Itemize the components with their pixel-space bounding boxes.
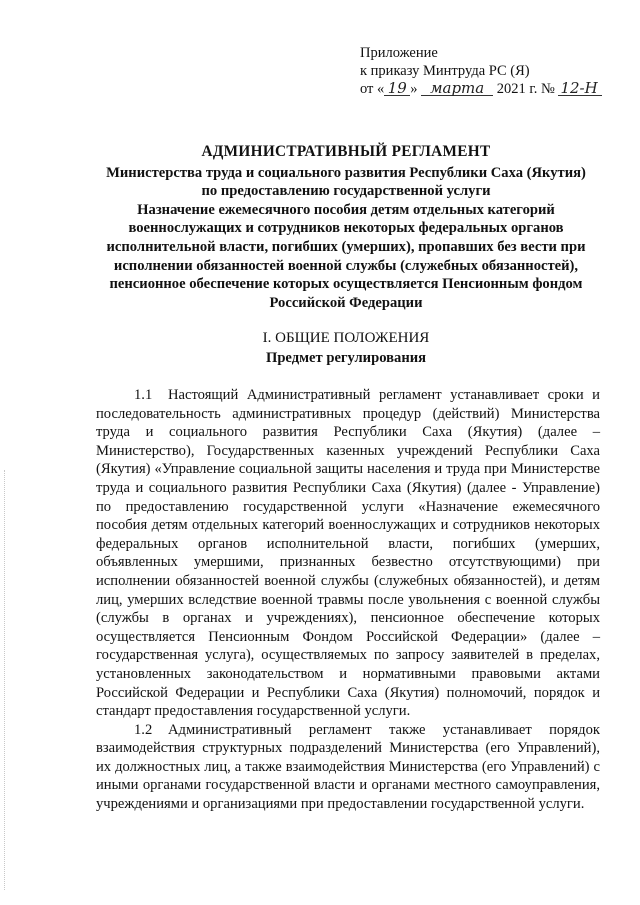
order-date-line: [360, 80, 620, 98]
date-prefix: от «: [360, 81, 385, 97]
title-line: по предоставлению государственной услуги: [201, 183, 491, 200]
date-quote-close: »: [410, 81, 418, 97]
title-line: Российской Федерации: [269, 294, 423, 311]
appendix-label: Приложение: [360, 45, 438, 61]
paragraph-number: 1.1: [134, 387, 153, 403]
handwritten-day: 19: [384, 81, 410, 96]
title-line: пенсионное обеспечение которых осуществляется Пенсионным фондом: [109, 276, 583, 293]
appendix-block: [360, 44, 620, 98]
paragraph-number: 1.2: [134, 721, 153, 738]
section-heading: I. ОБЩИЕ ПОЛОЖЕНИЯ: [262, 330, 430, 346]
paragraph-text: Настоящий Административный регламент устанавливает сроки и последовательность административных процедур (действий) Министерства труда и социального развития Республики Саха (Якутия) (далее – Министерство), Государственных казенных учреждений Республики Саха (Якутия) «Управление социальной защиты населения и труда при Министерстве труда и социального развития Республики Саха (Якутия) (далее - Управление) по предоставлению государственной услуги «Назначение ежемесячного пособия детям отдельных категорий военнослужащих и сотрудников некоторых федеральных органов исполнительной власти, погибших (умерших, объявленных умершими, признанных безвестно отсутствующими) при исполнении обязанностей военной службы (служебных обязанностей), и детям лиц, умерших вследствие военной травмы после увольнения с военной службы (службы в органах и учреждениях), пенсионное обеспечение которых осуществляется Пенсионным Фондом Российской Федерации» (далее – государственная услуга), осуществляемых по запросу заявителей в пределах, установленных законодательством и нормативными правовыми актами Российской Федерации и Республики Саха (Якутия) полномочий, порядок и стандарт предоставления государственной услуги.: [96, 387, 600, 720]
title-line: исполнении обязанностей военной службы (служебных обязанностей),: [113, 257, 579, 274]
document-title: АДМИНИСТРАТИВНЫЙ РЕГЛАМЕНТ: [201, 143, 491, 160]
order-reference: к приказу Минтруда РС (Я): [360, 63, 530, 79]
paragraph: [96, 386, 600, 721]
handwritten-order-number: 12-Н: [558, 81, 602, 96]
year-text: 2021 г. №: [496, 81, 555, 97]
section-header: [80, 328, 612, 368]
paragraph-text: Административный регламент также устанавливает порядок взаимодействия структурных подразделений Министерства (его Управлений), их должностных лиц, а также взаимодействия Министерства (его Управлений) с иными органами государственной власти и органами местного самоуправления, учреждениями и организациями при предоставлении государственной услуги.: [96, 721, 600, 813]
title-line: Министерства труда и социального развития Республики Саха (Якутия): [106, 164, 586, 181]
scan-edge-marks: [4, 470, 7, 890]
title-line: исполнительной власти, погибших (умерших), пропавших без вести при: [106, 238, 586, 255]
title-line: Назначение ежемесячного пособия детям отдельных категорий: [137, 201, 555, 218]
document-body: [96, 386, 600, 814]
paragraph: [96, 721, 600, 814]
handwritten-month: марта: [421, 81, 493, 96]
document-title-block: [80, 143, 612, 312]
section-subheading: Предмет регулирования: [265, 350, 427, 366]
title-line: военнослужащих и сотрудников некоторых федеральных органов: [128, 220, 564, 237]
